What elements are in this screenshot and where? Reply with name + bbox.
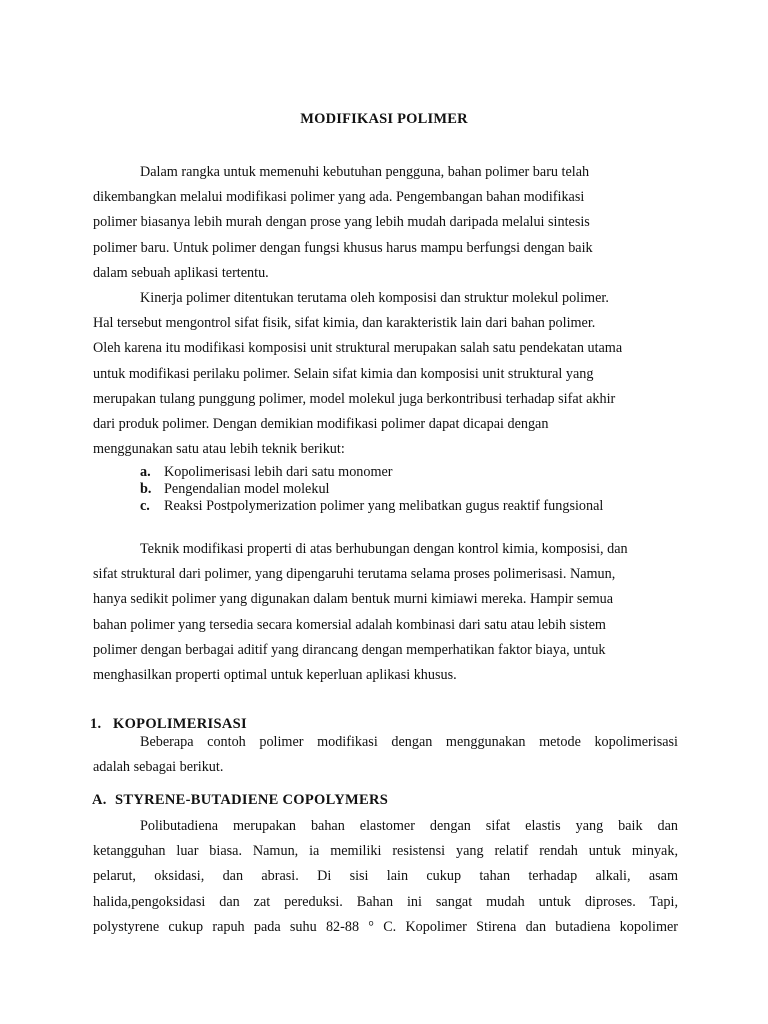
list-marker: a. (140, 464, 151, 480)
paragraph-line: Hal tersebut mengontrol sifat fisik, sifat kimia, dan karakteristik lain dari bahan polimer. (93, 315, 596, 332)
paragraph-line: polystyrene cukup rapuh pada suhu 82-88 ° C. Kopolimer Stirena dan butadiena kopolimer (93, 918, 678, 935)
paragraph-line: polimer baru. Untuk polimer dengan fungsi khusus harus mampu berfungsi dengan baik (93, 239, 593, 256)
subsection-title: STYRENE-BUTADIENE COPOLYMERS (115, 792, 389, 808)
paragraph-line: polimer dengan berbagai aditif yang dirancang dengan memperhatikan faktor biaya, untuk (93, 641, 606, 658)
section-paragraph (93, 730, 678, 780)
paragraph-line: untuk modifikasi perilaku polimer. Selain sifat kimia dan komposisi unit struktural yang (93, 365, 594, 382)
paragraph-line: merupakan tulang punggung polimer, model molekul juga berkontribusi terhadap sifat akhir (93, 390, 616, 407)
paragraph-line: menggunakan satu atau lebih teknik berikut: (93, 441, 345, 458)
paragraph-line: pelarut, oksidasi, dan abrasi. Di sisi lain cukup tahan terhadap alkali, asam (93, 868, 678, 885)
paragraph-line: Beberapa contoh polimer modifikasi dengan menggunakan metode kopolimerisasi (140, 734, 678, 750)
subsection-heading (92, 792, 388, 809)
subsection-paragraph (93, 814, 678, 940)
paragraph-line: Teknik modifikasi properti di atas berhubungan dengan kontrol kimia, komposisi, dan (140, 541, 628, 557)
section-number: 1. (90, 716, 102, 732)
subsection-letter: A. (92, 792, 107, 808)
technique-list (140, 464, 680, 515)
intro-paragraph (93, 160, 678, 286)
paragraph-line: Oleh karena itu modifikasi komposisi unit struktural merupakan salah satu pendekatan utama (93, 340, 623, 357)
paragraph-line: menghasilkan properti optimal untuk keperluan aplikasi khusus. (93, 667, 457, 684)
list-item-text: Kopolimerisasi lebih dari satu monomer (164, 464, 393, 480)
list-item (140, 498, 680, 515)
list-marker: c. (140, 498, 150, 514)
paragraph-line: ketangguhan luar biasa. Namun, ia memiliki resistensi yang relatif rendah untuk minyak, (93, 843, 678, 860)
paragraph-line: sifat struktural dari polimer, yang dipengaruhi terutama selama proses polimerisasi. Namun, (93, 566, 616, 583)
paragraph-line: adalah sebagai berikut. (93, 759, 224, 776)
paragraph-line: Dalam rangka untuk memenuhi kebutuhan pengguna, bahan polimer baru telah (140, 164, 590, 180)
paragraph-line: bahan polimer yang tersedia secara komersial adalah kombinasi dari satu atau lebih sistem (93, 616, 606, 633)
list-item (140, 481, 680, 498)
list-item (140, 464, 680, 481)
document-title: MODIFIKASI POLIMER (300, 111, 468, 127)
paragraph-line: Polibutadiena merupakan bahan elastomer dengan sifat elastis yang baik dan (140, 818, 678, 834)
performance-paragraph (93, 286, 678, 462)
paragraph-line: dalam sebuah aplikasi tertentu. (93, 264, 269, 281)
list-marker: b. (140, 481, 152, 497)
paragraph-line: polimer biasanya lebih murah dengan prose yang lebih mudah daripada melalui sintesis (93, 214, 590, 231)
list-item-text: Pengendalian model molekul (164, 481, 330, 497)
list-item-text: Reaksi Postpolymerization polimer yang melibatkan gugus reaktif fungsional (164, 498, 604, 514)
paragraph-line: halida,pengoksidasi dan zat pereduksi. Bahan ini sangat mudah untuk diproses. Tapi, (93, 893, 678, 910)
technique-paragraph (93, 537, 678, 688)
paragraph-line: Kinerja polimer ditentukan terutama oleh komposisi dan struktur molekul polimer. (140, 290, 609, 306)
paragraph-line: dari produk polimer. Dengan demikian modifikasi polimer dapat dicapai dengan (93, 416, 549, 433)
paragraph-line: dikembangkan melalui modifikasi polimer yang ada. Pengembangan bahan modifikasi (93, 189, 585, 206)
paragraph-line: hanya sedikit polimer yang digunakan dalam bentuk murni kimiawi mereka. Hampir semua (93, 591, 614, 608)
section-title: KOPOLIMERISASI (113, 716, 247, 732)
